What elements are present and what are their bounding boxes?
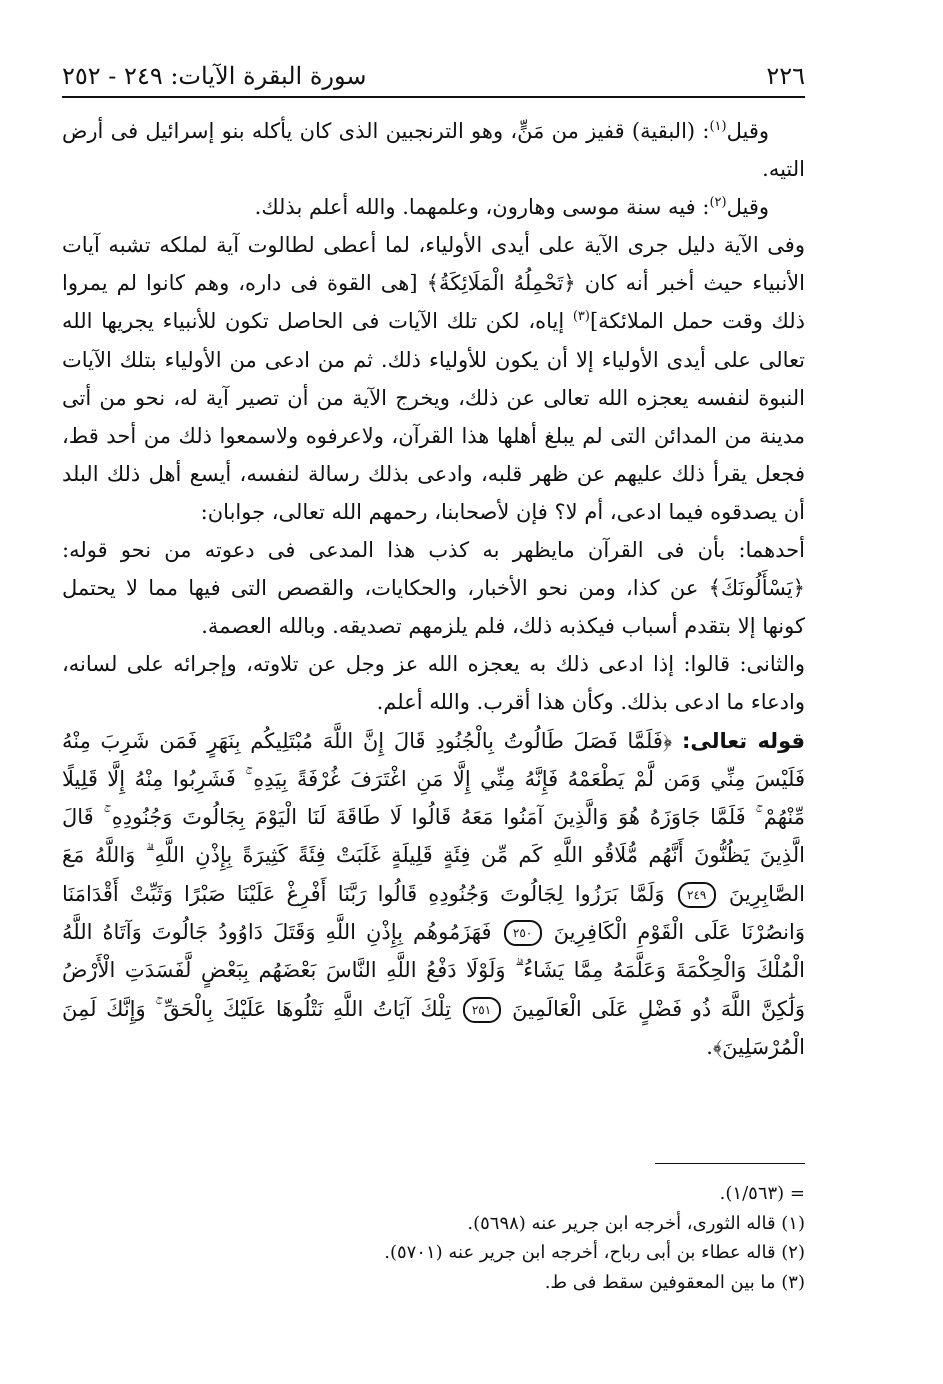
running-title: سورة البقرة الآيات: ٢٤٩ - ٢٥٢ [62,62,367,90]
footnote: (٢) قاله عطاء بن أبى رباح، أخرجه ابن جرير عنه (٥٧٠١). [384,1242,805,1263]
paragraph [62,188,805,226]
footnote: = (١/٥٦٣). [719,1183,805,1204]
verse-text: تِلْكَ آيَاتُ اللَّهِ نَتْلُوهَا عَلَيْكَ بِالْحَقِّ ۚ وَإِنَّكَ لَمِنَ الْمُرْسَلِينَ﴾. [62,996,805,1059]
main-text [62,112,805,1066]
verse-number-marker: ٢٤٩ [678,882,716,908]
footnote-divider [655,1163,805,1164]
paragraph-text: وفى الآية دليل جرى الآية على أيدى الأولياء، لما أعطى لطالوت آية لملكه تشبه آيات الأنبياء حيث أخبر أنه كان ﴿تَحْمِلُهُ الْمَلَائِكَةُ﴾ [هى القوة فى داره، وهم كانوا لم يمروا ذلك وقت حمل الملائكة] [62,233,805,334]
verse-text: فَهَزَمُوهُم بِإِذْنِ اللَّهِ وَقَتَلَ دَاوُودُ جَالُوتَ وَآتَاهُ اللَّهُ الْمُلْكَ وَالْحِكْمَةَ وَعَلَّمَهُ مِمَّا يَشَاءُ ۗ وَلَوْلَا دَفْعُ اللَّهِ النَّاسَ بَعْضَهُم بِبَعْضٍ لَّفَسَدَتِ الْأَرْضُ وَلَٰكِنَّ اللَّهَ ذُو فَضْلٍ عَلَى الْعَالَمِينَ [62,919,805,1021]
paragraph-text: وقيل [726,119,769,143]
verse-number-marker: ٢٥٠ [504,920,542,946]
paragraph: أحدهما: بأن فى القرآن مايظهر به كذب هذا المدعى فى دعوته من نحو قوله: ﴿يَسْأَلُونَكَ﴾ عن كذا، ومن نحو الأخبار، والحكايات، والقصص التى فيها مما لا يحتمل كونها إلا بتقدم أسباب فيكذبه ذلك، فلم يلزمهم تصديقه. وبالله العصمة. [62,538,805,639]
footnote-ref[interactable]: (٢) [709,195,727,211]
page-number: ٢٢٦ [766,62,805,90]
paragraph: والثانى: قالوا: إذا ادعى ذلك به يعجزه الله عز وجل عن تلاوته، وإجرائه على لسانه، وادعاء ما ادعى بذلك. وكأن هذا أقرب. والله أعلم. [62,652,805,715]
footnote-ref[interactable]: (٣) [572,309,590,325]
paragraph [62,226,805,531]
footnote: (٣) ما بين المعقوفين سقط فى ط. [544,1271,805,1293]
verse-number-marker: ٢٥١ [463,997,501,1023]
footnotes [150,1179,805,1297]
paragraph-text: : (البقية) قفيز من مَنٍّ، وهو الترنجبين الذى كان يأكله بنو إسرائيل فى أرض التيه. [62,119,805,182]
verse-text: ﴿فَلَمَّا فَصَلَ طَالُوتُ بِالْجُنُودِ قَالَ إِنَّ اللَّهَ مُبْتَلِيكُم بِنَهَرٍ فَمَن شَرِبَ مِنْهُ فَلَيْسَ مِنِّي وَمَن لَّمْ يَطْعَمْهُ فَإِنَّهُ مِنِّي إِلَّا مَنِ اغْتَرَفَ غُرْفَةً بِيَدِهِ ۚ فَشَرِبُوا مِنْهُ إِلَّا قَلِيلًا مِّنْهُمْ ۚ فَلَمَّا جَاوَزَهُ هُوَ وَالَّذِينَ آمَنُوا مَعَهُ قَالُوا لَا طَاقَةَ لَنَا الْيَوْمَ بِجَالُوتَ وَجُنُودِهِ ۚ قَالَ الَّذِينَ يَظُنُّونَ أَنَّهُم مُّلَاقُو اللَّهِ كَم مِّن فِئَةٍ قَلِيلَةٍ غَلَبَتْ فِئَةً كَثِيرَةً بِإِذْنِ اللَّهِ ۗ وَاللَّهُ مَعَ الصَّابِرِينَ [62,728,805,906]
paragraph-text: : فيه سنة موسى وهارون، وعلمهما. والله أعلم بذلك. [254,195,710,220]
paragraph [62,112,805,188]
verse-text: وَلَمَّا بَرَزُوا لِجَالُوتَ وَجُنُودِهِ قَالُوا رَبَّنَا أَفْرِغْ عَلَيْنَا صَبْرًا وَثَبِّتْ أَقْدَامَنَا وَانصُرْنَا عَلَى الْقَوْمِ الْكَافِرِينَ [62,881,805,944]
quran-label: قوله تعالى: [681,728,805,753]
paragraph-text: إياه، لكن تلك الآيات فى الحاصل تكون للأنبياء يجريها الله تعالى على أيدى الأولياء إلا أن يكون للأولياء ذلك. ثم من ادعى من الأولياء بتلك الآيات النبوة لنفسه يعجزه الله تعالى عن ذلك، ويخرج الآية من أن تصير آية له، نحو من أتى مدينة من المدائن التى لم يبلغ أهلها هذا القرآن، ولاعرفوه ولاسمعوا ذلك من أحد قط، فجعل يقرأ ذلك عليهم عن ظهر قلبه، وادعى بذلك رسالة لنفسه، أيسع أهل ذلك البلد أن يصدقوه فيما ادعى، أم لا؟ فإن لأصحابنا، رحمهم الله تعالى، جوابان: [62,309,805,524]
quran-passage [62,722,805,1067]
page-header [62,50,805,98]
footnote-ref[interactable]: (١) [709,119,727,134]
footnote: (١) قاله الثورى، أخرجه ابن جرير عنه (٥٦٩٨). [467,1212,805,1234]
paragraph-text: وقيل [726,195,769,220]
